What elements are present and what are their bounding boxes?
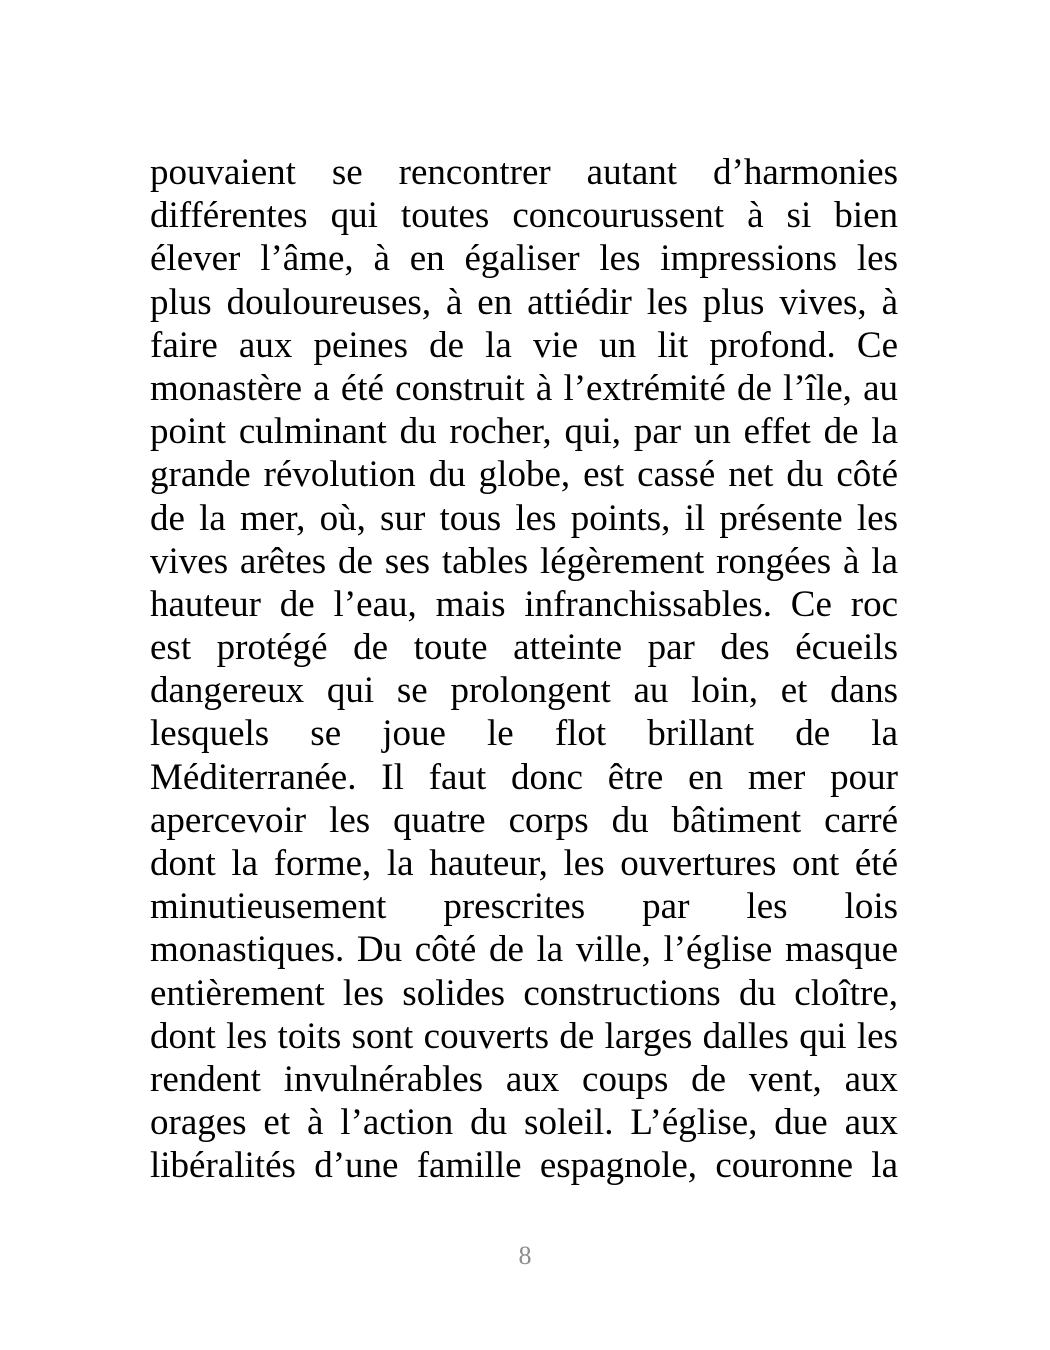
text-line: est protégé de toute atteinte par des écueils xyxy=(150,627,898,669)
text-line: entièrement les solides constructions du cloître, xyxy=(150,972,898,1014)
page-number: 8 xyxy=(518,1241,532,1270)
text-line: minutieusement prescrites par les lois xyxy=(150,886,898,928)
text-line: différentes qui toutes concourussent à si bien xyxy=(150,195,898,237)
text-line: monastère a été construit à l’extrémité de l’île, au xyxy=(150,367,898,409)
text-line: dont les toits sont couverts de larges dalles qui les xyxy=(150,1015,898,1057)
text-line: lesquels se joue le flot brillant de la xyxy=(150,713,898,755)
text-line: dont la forme, la hauteur, les ouvertures ont été xyxy=(150,843,898,884)
text-line: orages et à l’action du soleil. L’église, due aux xyxy=(150,1102,898,1144)
text-line: dangereux qui se prolongent au loin, et dans xyxy=(150,670,898,712)
text-line: de la mer, où, sur tous les points, il présente les xyxy=(150,497,898,539)
text-line: grande révolution du globe, est cassé net du côté xyxy=(150,454,898,496)
text-line: Méditerranée. Il faut donc être en mer pour xyxy=(150,756,898,798)
text-line: vives arêtes de ses tables légèrement rongées à la xyxy=(150,540,898,582)
text-line: monastiques. Du côté de la ville, l’église masque xyxy=(150,929,898,971)
text-line: pouvaient se rencontrer autant d’harmonies xyxy=(150,152,898,193)
text-line: libéralités d’une famille espagnole, couronne la xyxy=(150,1145,898,1187)
text-line: hauteur de l’eau, mais infranchissables. Ce roc xyxy=(150,583,898,625)
text-line: plus douloureuses, à en attiédir les plus vives, à xyxy=(150,281,898,323)
text-line: faire aux peines de la vie un lit profond. Ce xyxy=(150,324,898,366)
text-line: point culminant du rocher, qui, par un effet de la xyxy=(150,411,898,453)
text-line: élever l’âme, à en égaliser les impressions les xyxy=(150,238,898,280)
body-paragraph xyxy=(150,151,898,1188)
text-line: rendent invulnérables aux coups de vent, aux xyxy=(150,1058,898,1100)
text-line: apercevoir les quatre corps du bâtiment carré xyxy=(150,799,898,841)
